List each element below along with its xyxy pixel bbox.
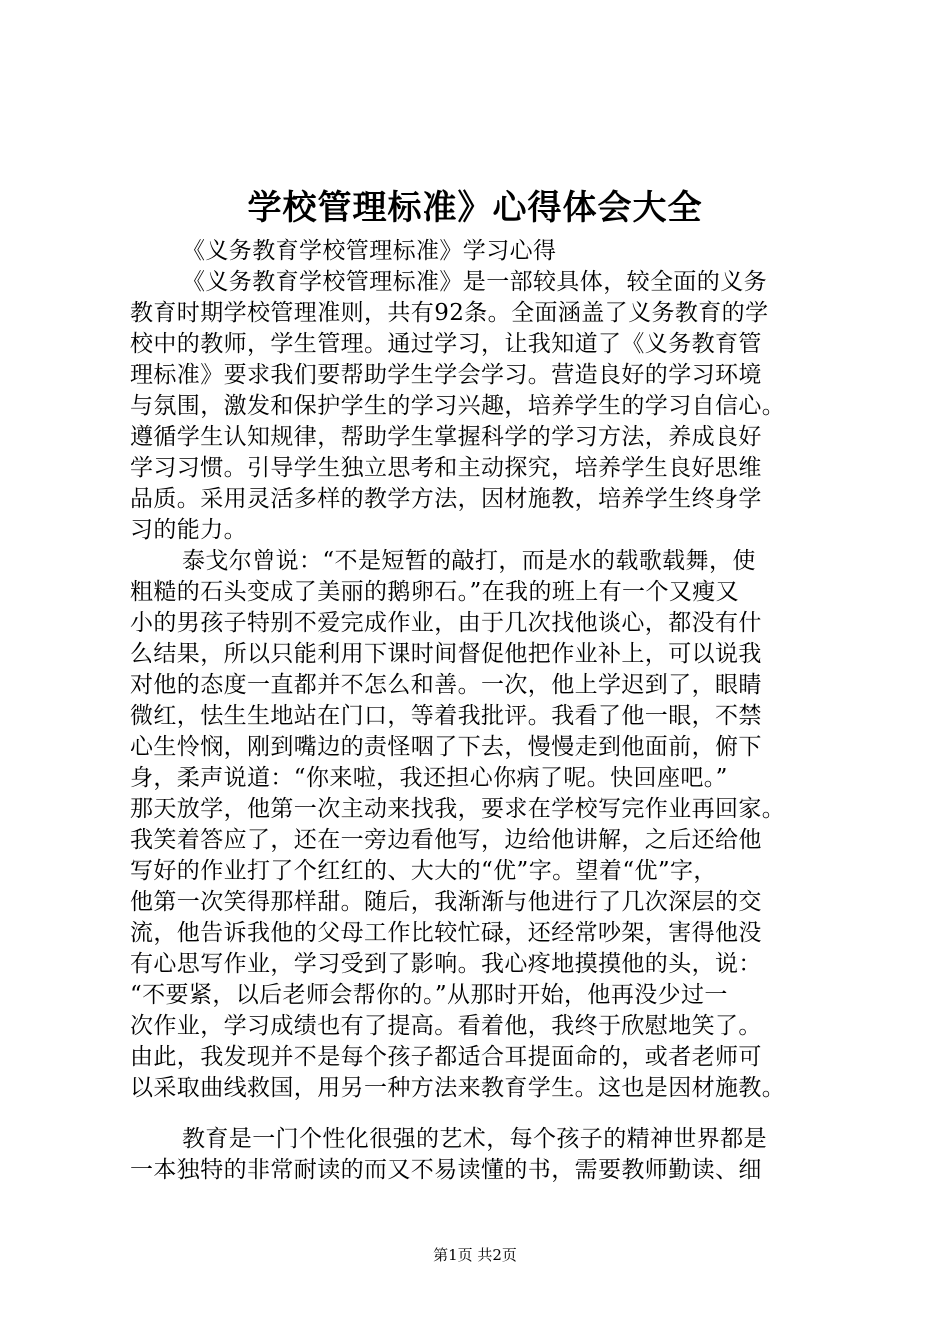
paragraph-line: 遵循学生认知规律，帮助学生掌握科学的学习方法，养成良好 [130,424,762,450]
document-title: 学校管理标准》心得体会大全 [247,188,703,228]
paragraph-line: 品质。采用灵活多样的教学方法，因材施教，培养学生终身学 [130,486,762,512]
paragraph-line: 我笑着答应了，还在一旁边看他写，边给他讲解，之后还给他 [130,827,762,853]
paragraph-line: 身，柔声说道：“你来啦，我还担心你病了呢。快回座吧。” [130,765,728,791]
paragraph-line: 一本独特的非常耐读的而又不易读懂的书，需要教师勤读、细 [130,1157,762,1183]
paragraph-line: 教育是一门个性化很强的艺术，每个孩子的精神世界都是 [182,1126,767,1152]
paragraph-line: 与氛围，激发和保护学生的学习兴趣，培养学生的学习自信心。 [130,393,786,419]
paragraph-line: “不要紧，以后老师会帮你的。”从那时开始，他再没少过一 [130,982,728,1008]
paragraph-line: 小的男孩子特别不爱完成作业，由于几次找他谈心，都没有什 [130,610,762,636]
paragraph-line: 流，他告诉我他的父母工作比较忙碌，还经常吵架，害得他没 [130,920,762,946]
paragraph-line: 写好的作业打了个红红的、大大的“优”字。望着“优”字， [130,858,717,884]
paragraph-line: 学习习惯。引导学生独立思考和主动探究，培养学生良好思维 [130,455,762,481]
document-body [130,236,850,1186]
paragraph-line: 习的能力。 [130,517,247,543]
paragraph-line: 么结果，所以只能利用下课时间督促他把作业补上，可以说我 [130,641,762,667]
paragraph-line: 微红，怯生生地站在门口，等着我批评。我看了他一眼，不禁 [130,703,762,729]
paragraph-spacer [130,1104,850,1124]
section-heading: 《义务教育学校管理标准》学习心得 [182,238,557,264]
paragraph-line: 有心思写作业，学习受到了影响。我心疼地摸摸他的头，说： [130,951,762,977]
paragraph-line: 对他的态度一直都并不怎么和善。一次，他上学迟到了，眼睛 [130,672,762,698]
paragraph-line: 《义务教育学校管理标准》是一部较具体，较全面的义务 [182,269,767,295]
paragraph-line: 粗糙的石头变成了美丽的鹅卵石。”在我的班上有一个又瘦又 [130,579,740,605]
paragraph-line: 心生怜悯，刚到嘴边的责怪咽了下去，慢慢走到他面前，俯下 [130,734,762,760]
paragraph-line: 校中的教师，学生管理。通过学习，让我知道了《义务教育管 [130,331,762,357]
paragraph-line: 那天放学，他第一次主动来找我，要求在学校写完作业再回家。 [130,796,786,822]
paragraph-line: 理标准》要求我们要帮助学生学会学习。营造良好的学习环境 [130,362,762,388]
paragraph-line: 次作业，学习成绩也有了提高。看着他，我终于欣慰地笑了。 [130,1013,762,1039]
paragraph-line: 由此，我发现并不是每个孩子都适合耳提面命的，或者老师可 [130,1044,762,1070]
paragraph-line: 教育时期学校管理准则，共有92条。全面涵盖了义务教育的学 [130,300,769,326]
page-number: 第1页 共2页 [433,1246,517,1264]
paragraph-line: 他第一次笑得那样甜。随后，我渐渐与他进行了几次深层的交 [130,889,762,915]
paragraph-line: 以采取曲线救国，用另一种方法来教育学生。这也是因材施教。 [130,1075,786,1101]
paragraph-line: 泰戈尔曾说：“不是短暂的敲打，而是水的载歌载舞，使 [182,548,756,574]
